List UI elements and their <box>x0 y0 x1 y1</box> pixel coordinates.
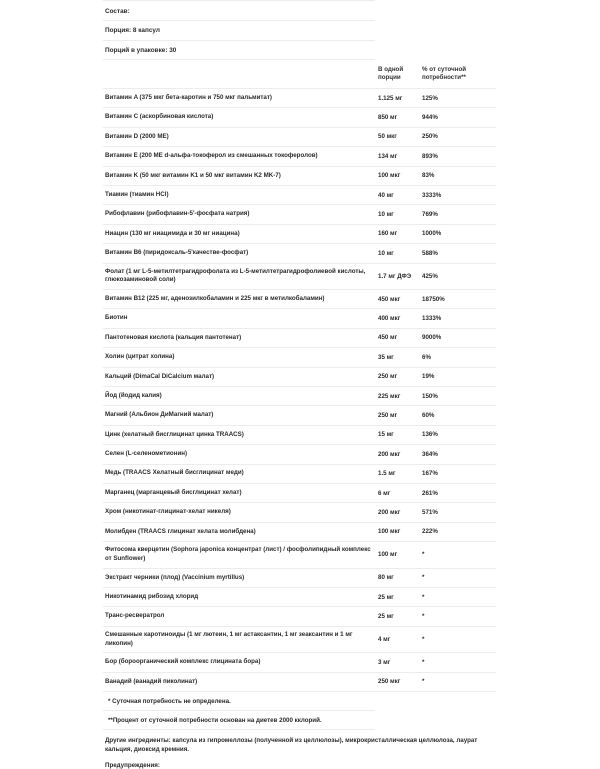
nutrient-amount: 10 мг <box>378 211 394 219</box>
nutrient-table <box>103 89 496 692</box>
nutrient-name: Фитосома кверцетин (Sophora japonica концентрат (лист) / фосфолипидный комплекс от Sunflower) <box>105 546 371 562</box>
table-header <box>103 60 496 89</box>
nutrient-amount: 134 мг <box>378 152 398 160</box>
nutrient-daily-value: * <box>422 636 425 644</box>
table-row <box>103 406 496 425</box>
table-row <box>103 465 496 484</box>
nutrient-daily-value: 60% <box>422 412 435 420</box>
nutrient-name: Фолат (1 мг L-5-метилтетрагидрофолата из L-5-метилтетрагидрофолиевой кислоты, глюкозаминовой соли) <box>105 267 366 284</box>
nutrient-amount: 850 мг <box>378 114 398 122</box>
nutrient-amount: 250 мг <box>378 412 398 420</box>
nutrient-name: Ванадий (ванадий пиколинат) <box>105 677 198 685</box>
nutrient-daily-value: 425% <box>422 272 438 280</box>
nutrient-amount: 100 мкг <box>378 172 401 180</box>
supplement-facts <box>103 0 496 769</box>
nutrient-daily-value: 125% <box>422 94 438 102</box>
nutrient-amount: 400 мкг <box>378 315 401 323</box>
table-row <box>103 329 496 348</box>
nutrient-name: Витамин B12 (225 мг, аденозилкобаламин и 225 мкг в метилкобаламин) <box>105 294 325 302</box>
nutrient-name: Никотинамид рибозид хлорид <box>105 592 199 600</box>
nutrient-amount: 10 мг <box>378 249 394 257</box>
nutrient-name: Тиамин (тиамин HCl) <box>105 190 169 198</box>
nutrient-name: Пантотеновая кислота (кальция пантотенат) <box>105 333 242 341</box>
nutrient-daily-value: 893% <box>422 152 438 160</box>
table-row <box>103 673 496 692</box>
nutrient-name: Витамин B6 (пиридоксаль-5'качестве-фосфат) <box>105 249 249 257</box>
nutrient-daily-value: 150% <box>422 392 438 400</box>
footnote-not-established: * Суточная потребность не определена. <box>103 692 375 711</box>
nutrient-daily-value: 364% <box>422 450 438 458</box>
nutrient-daily-value: * <box>422 613 425 621</box>
nutrient-amount: 225 мкг <box>378 392 401 400</box>
nutrient-name: Селен (L-селенометионин) <box>105 450 188 458</box>
nutrient-daily-value: 3333% <box>422 191 442 199</box>
nutrient-name: Молибден (TRAACS глицинат хелата молибдена) <box>105 527 256 535</box>
nutrient-amount: 250 мг <box>378 373 398 381</box>
header-per-serving: В одной порции <box>378 65 404 81</box>
nutrient-amount: 250 мкг <box>378 678 401 686</box>
table-row <box>103 290 496 309</box>
nutrient-amount: 50 мкг <box>378 133 397 141</box>
nutrient-amount: 15 мг <box>378 431 394 439</box>
table-row <box>103 205 496 224</box>
nutrient-daily-value: 250% <box>422 133 438 141</box>
nutrient-daily-value: 944% <box>422 114 438 122</box>
nutrient-daily-value: * <box>422 593 425 601</box>
nutrient-amount: 450 мкг <box>378 295 401 303</box>
nutrient-name: Витамин C (аскорбиновая кислота) <box>105 113 214 121</box>
nutrient-name: Бор (бороорганический комплекс глицината бора) <box>105 658 261 666</box>
nutrient-name: Витамин E (200 МЕ d-альфа-токоферол из смешанных токоферолов) <box>105 152 318 160</box>
nutrient-name: Биотин <box>105 314 128 322</box>
table-row <box>103 653 496 672</box>
nutrient-daily-value: * <box>422 574 425 582</box>
nutrient-daily-value: 222% <box>422 528 438 536</box>
nutrient-amount: 35 мг <box>378 353 394 361</box>
nutrient-name: Экстракт черники (плод) (Vaccinium myrtillus) <box>105 573 245 581</box>
nutrient-name: Хром (никотинат-глицинат-хелат никеля) <box>105 508 231 516</box>
nutrient-daily-value: 1000% <box>422 230 442 238</box>
table-row <box>103 264 496 291</box>
nutrient-name: Смешанные каротиноиды (1 мг лютеин, 1 мг астаксантин, 1 мг зеаксантин и 1 мг ликопин) <box>105 631 353 647</box>
other-ingredients: Другие ингредиенты: капсула из гипромеллозы (полученной из целлюлозы), микрокристаллическая целлюлоза, лаурат кальция, диоксид кремния. <box>105 737 478 754</box>
table-row <box>103 503 496 522</box>
serving-size: Порция: 8 капсул <box>103 21 375 41</box>
footnote-percent-basis: **Процент от суточной потребности основан на диетев 2000 кклорий. <box>103 711 375 730</box>
nutrient-daily-value: * <box>422 658 425 666</box>
table-row <box>103 569 496 588</box>
nutrient-daily-value: 261% <box>422 489 438 497</box>
nutrient-daily-value: 769% <box>422 211 438 219</box>
nutrient-amount: 25 мг <box>378 613 394 621</box>
nutrient-daily-value: 18750% <box>422 295 445 303</box>
table-row <box>103 186 496 205</box>
nutrient-amount: 160 мг <box>378 230 398 238</box>
servings-per-container: Порций в упаковке: 30 <box>103 41 375 61</box>
nutrient-name: Витамин D (2000 МЕ) <box>105 132 169 140</box>
table-row <box>103 167 496 186</box>
table-row <box>103 108 496 127</box>
table-row <box>103 426 496 445</box>
table-row <box>103 588 496 607</box>
table-row <box>103 523 496 542</box>
nutrient-amount: 3 мг <box>378 658 391 666</box>
table-row <box>103 387 496 406</box>
nutrient-amount: 25 мг <box>378 593 394 601</box>
nutrient-name: Холин (цитрат холина) <box>105 353 175 361</box>
nutrient-daily-value: 83% <box>422 172 435 180</box>
nutrient-daily-value: 588% <box>422 249 438 257</box>
nutrient-name: Медь (TRAACS Хелатный бисглицинат меди) <box>105 469 244 477</box>
nutrient-amount: 1.7 мг ДФЭ <box>378 272 412 280</box>
nutrient-daily-value: * <box>422 678 425 686</box>
table-row <box>103 128 496 147</box>
table-row <box>103 225 496 244</box>
table-row <box>103 244 496 263</box>
nutrient-amount: 80 мг <box>378 574 394 582</box>
composition-title: Состав: <box>103 0 375 21</box>
nutrient-daily-value: 167% <box>422 470 438 478</box>
table-row <box>103 147 496 166</box>
table-row <box>103 484 496 503</box>
nutrient-name: Витамин K (50 мкг витамин K1 и 50 мкг витамин K2 MK-7) <box>105 171 281 179</box>
nutrient-name: Ниацин (130 мг ниацимида и 30 мг ниацина) <box>105 229 240 237</box>
nutrient-amount: 6 мг <box>378 489 391 497</box>
nutrient-amount: 100 мкг <box>378 528 401 536</box>
nutrient-amount: 450 мг <box>378 334 398 342</box>
nutrient-name: Кальций (DimaCal DiCalcium малат) <box>105 372 215 380</box>
nutrient-name: Рибофлавин (рибофлавин-5'-фосфата натрия) <box>105 210 250 218</box>
table-row <box>103 368 496 387</box>
nutrient-amount: 1.5 мг <box>378 470 396 478</box>
nutrient-amount: 200 мкг <box>378 450 401 458</box>
nutrient-daily-value: * <box>422 551 425 559</box>
nutrient-amount: 40 мг <box>378 191 394 199</box>
table-row <box>103 89 496 108</box>
nutrient-name: Марганец (марганцевый бисглицинат хелат) <box>105 488 242 496</box>
nutrient-name: Витамин A (375 мкг бета-каротин и 750 мкг пальмитат) <box>105 93 272 101</box>
warnings-title: Предупреждения: <box>105 762 160 769</box>
nutrient-amount: 4 мг <box>378 636 391 644</box>
nutrient-daily-value: 6% <box>422 353 431 361</box>
nutrient-daily-value: 571% <box>422 509 438 516</box>
table-row <box>103 542 496 569</box>
table-row <box>103 309 496 328</box>
nutrient-name: Транс-ресвератрол <box>105 612 165 620</box>
nutrient-amount: 100 мг <box>378 551 398 559</box>
nutrient-daily-value: 1333% <box>422 315 442 323</box>
nutrient-name: Магний (Альбион ДиМагний малат) <box>105 411 214 419</box>
header-daily-value: % от суточной потребности** <box>422 65 467 81</box>
table-row <box>103 348 496 367</box>
table-row <box>103 627 496 654</box>
nutrient-name: Йод (йодид калия) <box>105 391 162 399</box>
nutrient-daily-value: 19% <box>422 373 435 381</box>
nutrient-name: Цинк (хелатный бисглицинат цинка TRAACS) <box>105 430 244 438</box>
nutrient-amount: 1.125 мг <box>378 94 403 102</box>
table-row <box>103 607 496 626</box>
nutrient-daily-value: 9000% <box>422 334 442 342</box>
nutrient-daily-value: 136% <box>422 431 438 439</box>
table-row <box>103 445 496 464</box>
nutrient-amount: 200 мкг <box>378 509 401 516</box>
